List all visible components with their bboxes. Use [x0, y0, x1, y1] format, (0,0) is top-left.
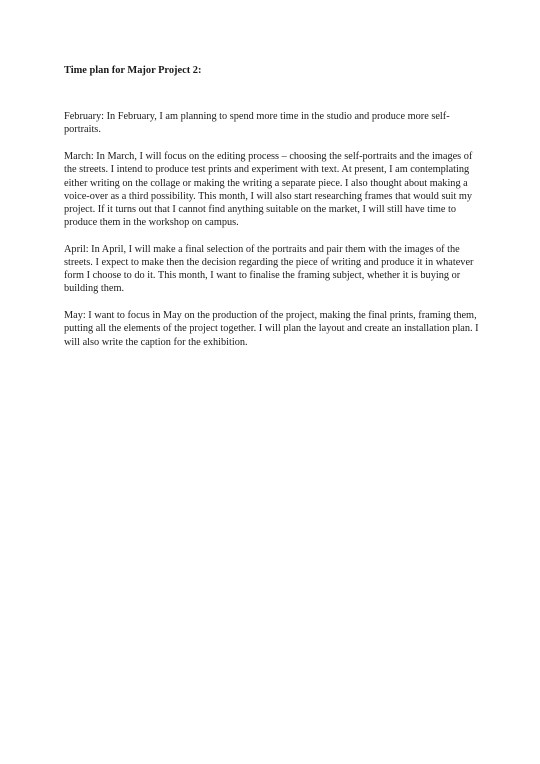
paragraph-february: February: In February, I am planning to spend more time in the studio and produce more self-portraits. — [64, 111, 450, 136]
paragraph-march: March: In March, I will focus on the editing process – choosing the self-portraits and the images of the streets. I intend to produce test prints and experiment with text. At present, I am contemplating either writing on the collage or making the writing a separate piece. I also thought about making a voice-over as a third possibility. This month, I will also start researching frames that would suit my project. If it turns out that I cannot find anything suitable on the market, I will still have time to produce them in the workshop on campus. — [64, 151, 473, 229]
document-title: Time plan for Major Project 2: — [64, 65, 202, 76]
document-body — [64, 64, 480, 362]
paragraph-april: April: In April, I will make a final selection of the portraits and pair them with the images of the streets. I expect to make then the decision regarding the piece of writing and produce it in whatever form I choose to do it. This month, I want to finalise the framing subject, whether it is buying or building them. — [64, 243, 474, 295]
paragraph-may: May: I want to focus in May on the production of the project, making the final prints, framing them, putting all the elements of the project together. I will plan the layout and create an installation plan. I will also write the caption for the exhibition. — [64, 310, 479, 348]
